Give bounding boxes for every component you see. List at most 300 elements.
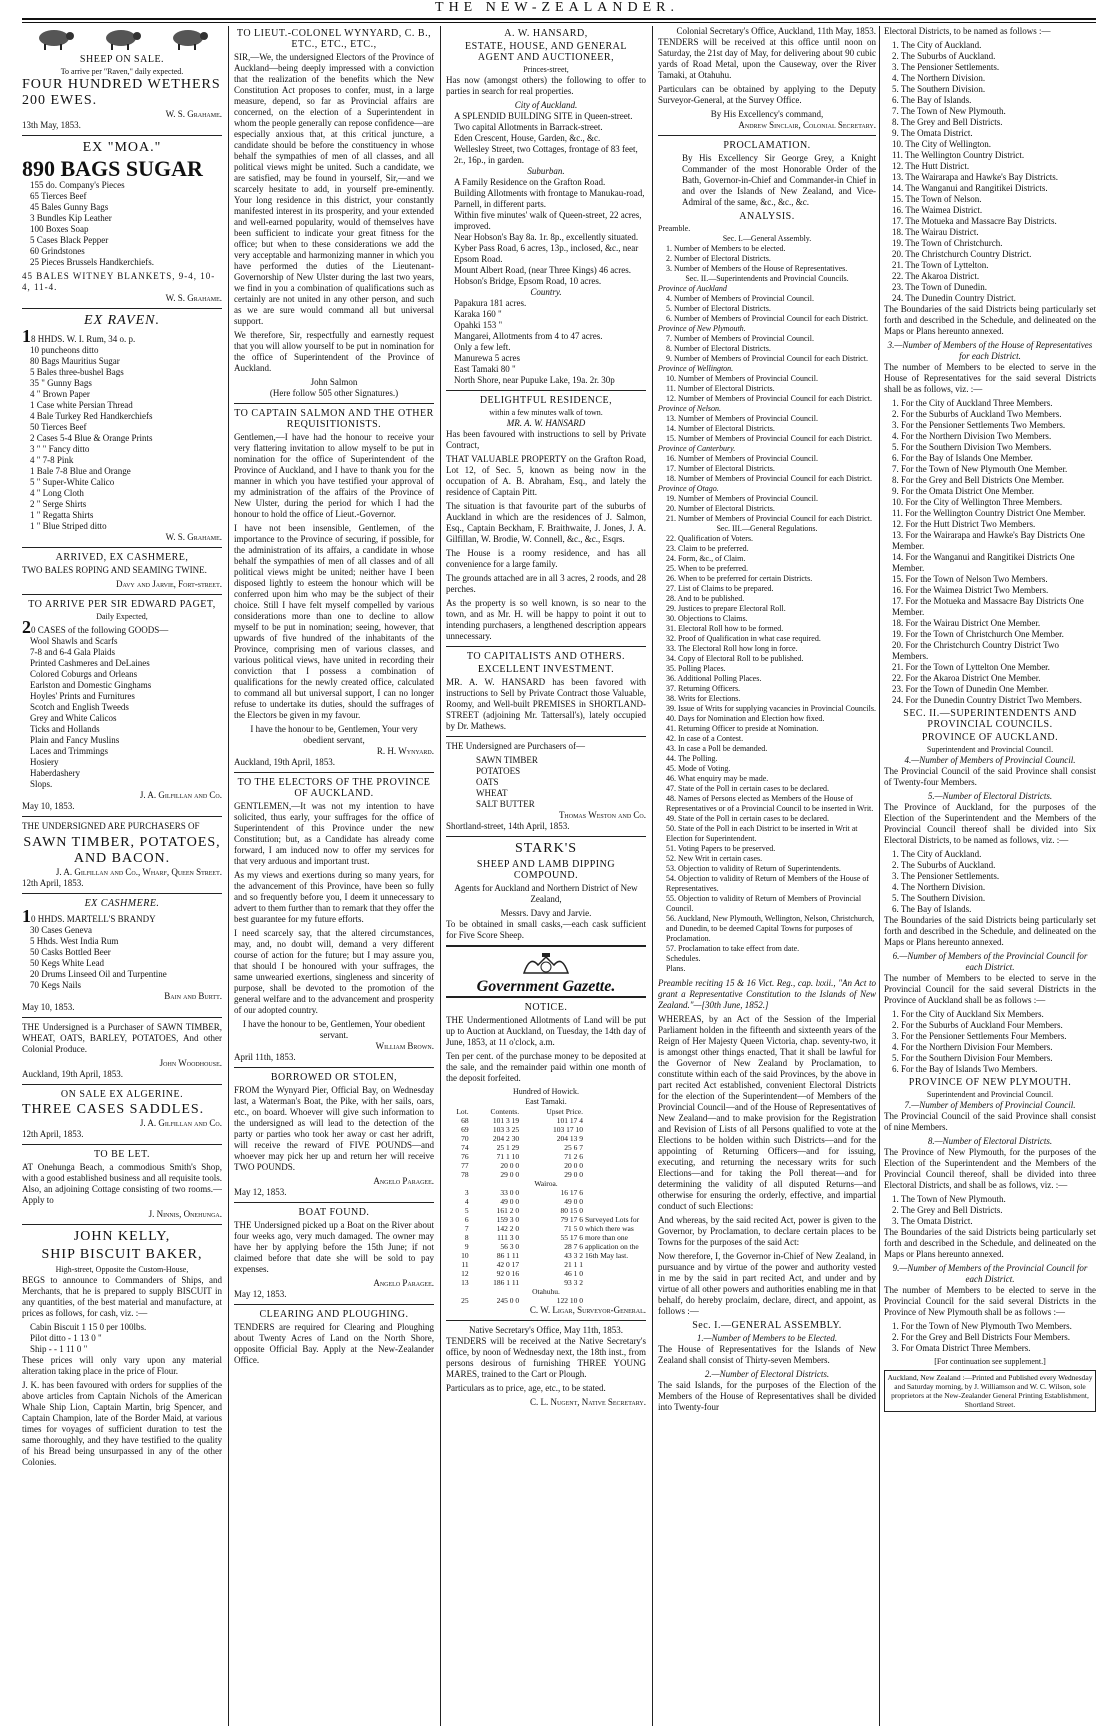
hansard-trade: ESTATE, HOUSE, AND GENERAL AGENT AND AUCTIONEER, <box>465 41 627 63</box>
signature: Angelo Paragee. <box>373 1176 434 1186</box>
list-item: 60 Grindstones <box>30 246 85 256</box>
list-item: Opahki 153 " <box>454 320 503 330</box>
list-item: 22. For the Akaroa District One Member. <box>892 673 1041 683</box>
list-item: 7-8 and 6-4 Gala Plaids <box>30 647 115 657</box>
list-item: Building Allotments with frontage to Manukau-road, Parnell, in different parts. <box>454 188 645 209</box>
date: May 12, 1853. <box>234 1187 287 1197</box>
boundaries-note: The Boundaries of the said Districts being particularly set forth and described in the Schedule, and delineated on the Maps or Plans hereunto annexed. <box>884 915 1096 947</box>
preamble-body: WHEREAS, by an Act of the Session of the Imperial Parliament holden in the fifteenth and sixteenth years of the Reign of Her Majesty Queen Victoria, chap. seventy-two, it is amongst other things enacted, That it shall be lawful for the Governor of New Zealand by Proclamation, to constitute within each of the said Provinces, by the above in part recited Act established, convenient Electoral Districts for the election of the Superintendent—of Members of the Provincial Council—and of the House of Representatives of New Zealand—and to make provision for the Registration and Revision of Lists of all Persons qualified to vote at the Elections to be holden within such Districts—and for the appointing of Returning Officers—and for issuing, executing, and returning the necessary writs for such Elections—and for taking the Poll thereat—and for determining the validity of all disputed Returns—and otherwise for ensuring the orderly, effective, and impartial conduct of such Elections: <box>658 1014 876 1211</box>
clause-body: The number of Members to be elected to serve in the Provincial Council for the said several Districts in the Province of Auckland shall be as follows :— <box>884 973 1096 1005</box>
table-row <box>446 1161 646 1170</box>
date: May 10, 1853. <box>22 1002 75 1012</box>
list-item: Within five minutes' walk of Queen-street, 22 acres, improved. <box>454 210 642 231</box>
table-cell: 46 1 0 <box>564 1269 583 1278</box>
list-item: 20. The Christchurch Country District. <box>892 249 1032 259</box>
list-item: 54. Objection to validity of Return of Members of the House of Representatives. <box>666 874 870 893</box>
clause-heading: 6.—Number of Members of the Provincial Council for each District. <box>892 951 1088 972</box>
signature: C. W. Ligar, Surveyor-General. <box>529 1305 646 1315</box>
salmon-heading: TO CAPTAIN SALMON AND THE OTHER REQUISITIONISTS. <box>234 408 434 430</box>
list-item: 17. The Motueka and Massacre Bay Districts. <box>892 216 1057 226</box>
table-cell: 80 15 0 <box>560 1206 583 1215</box>
list-item: 40. Days for Nomination and Election how fixed. <box>666 714 825 723</box>
signature: R. H. Wynyard. <box>376 746 434 756</box>
clause-heading: 8.—Number of Electoral Districts. <box>927 1136 1053 1146</box>
list-item: 6. For the Bay of Islands Two Members. <box>892 1064 1038 1074</box>
list-item: Mangarei, Allotments from 4 to 47 acres. <box>454 331 603 341</box>
list-item: 11. For the Wellington Country District One Member. <box>892 508 1086 518</box>
borrowed-body: FROM the Wynyard Pier, Official Bay, on Wednesday last, a Waterman's Boat, the Pike, with her sails, oars, etc., on board. Whoever will give such information to the undersigned as will lead to the detection of the party or parties who took her away or cast her adrift, will receive the reward of FIVE POUNDS—and whoever may pick her up and return her will receive TWO POUNDS. <box>234 1085 434 1172</box>
table-cell: 16 17 6 <box>560 1188 583 1197</box>
column-rule <box>440 26 441 1726</box>
to-let-body: AT Onehunga Beach, a commodious Smith's Shop, with a good established business and all requisite tools. Also, an adjoining Cottage consisting of two rooms.—Apply to <box>22 1162 222 1205</box>
borrowed-heading: BORROWED OR STOLEN, <box>270 1072 398 1083</box>
list-item: 3. The Pensioner Settlements. <box>892 871 1000 881</box>
clause-body: The House of Representatives for the Islands of New Zealand shall consist of Thirty-seven Members. <box>658 1344 876 1365</box>
residence-body6: As the property is so well known, is so near to the town, and as Mr. H. will be happy to point it out to intending purchasers, a lengthened description appears unnecessary. <box>446 598 646 641</box>
list-item: Hoyles' Prints and Furnitures <box>30 691 135 701</box>
preamble-heading: Preamble reciting 15 & 16 Vict. Reg., cap. lxxii., "An Act to grant a Representative Constitution to the Islands of New Zealand."—[30th June, 1852.] <box>658 978 876 1010</box>
table-cell: 142 2 0 <box>496 1224 520 1233</box>
table-cell: 68 <box>461 1116 469 1125</box>
list-item: 23. The Town of Dunedin. <box>892 282 988 292</box>
boat-body: THE Undersigned picked up a Boat on the River about four weeks ago, very much damaged. The owner may have her by applying before the 15th June; if not claimed before that date she will be sold to pay expenses. <box>234 1220 434 1274</box>
list-item: 8. The Grey and Bell Districts. <box>892 117 1003 127</box>
date: May 10, 1853. <box>22 801 75 811</box>
list-item: 19. For the Town of Christchurch One Member. <box>892 629 1064 639</box>
members-list <box>884 1321 1096 1354</box>
list-item: 50 Tierces Beef <box>30 422 87 432</box>
date: April 11th, 1853. <box>234 1052 296 1062</box>
signature: J. Ninnis, Onehunga. <box>148 1209 222 1219</box>
list-item: 2. The Suburbs of Auckland. <box>892 51 996 61</box>
list-item: 45 Bales Gunny Bags <box>30 202 109 212</box>
signature: C. L. Nugent, Native Secretary. <box>529 1397 646 1407</box>
list-item: 10. For the City of Wellington Three Members. <box>892 497 1063 507</box>
list-item: 47. State of the Poll in certain cases to be declared. <box>666 784 830 793</box>
residence-body: Has been favoured with instructions to sell by Private Contract, <box>446 429 646 450</box>
list-item: Hosiery <box>30 757 59 767</box>
table-cell: 71 5 0 <box>564 1224 583 1233</box>
hansard-address: Princes-street, <box>523 65 569 74</box>
electors-heading: TO THE ELECTORS OF THE PROVINCE OF AUCKLAND. <box>237 777 431 799</box>
sheep-body: FOUR HUNDRED WETHERS 200 EWES. <box>22 77 221 108</box>
moa-heading: EX "MOA." <box>82 140 162 155</box>
analysis-heading: ANALYSIS. <box>739 211 795 222</box>
list-item: 42. In case of a Contest. <box>666 734 744 743</box>
list-item: 22. The Akaroa District. <box>892 271 980 281</box>
list-item: 56. Auckland, New Plymouth, Wellington, Nelson, Christchurch, and Dunedin, to be deemed Capital Towns for purposes of Proclamation. <box>666 914 875 943</box>
sheep-illustrations <box>22 26 222 52</box>
residence-body3: The situation is that favourite part of the suburbs of Auckland in which are the residences of J. Salmon, Esq., Captain Beckham, F. Braithwaite, J. Jones, J. A. Gilfillan, W. Brodie, W. Connell, &c., &c., Esqrs. <box>446 501 646 544</box>
clause-body: The Provincial Council of the said Province shall consist of nine Members. <box>884 1111 1096 1132</box>
list-item: 43. In case a Poll be demanded. <box>666 744 768 753</box>
list-item: 4. Number of Members of Provincial Council. <box>666 294 814 303</box>
purchaser-body: THE Undersigned is a Purchaser of SAWN TIMBER, WHEAT, OATS, BARLEY, POTATOES, And other Colonial Produce. <box>22 1022 222 1054</box>
kelly-trade: SHIP BISCUIT BAKER, <box>41 1247 203 1262</box>
stark-body2: To be obtained in small casks,—each cask sufficient for Five Score Sheep. <box>446 919 646 940</box>
list-item: 25 Pieces Brussels Handkerchiefs. <box>30 257 154 267</box>
list-item: Slops. <box>30 779 53 789</box>
list-item: 3. For the Pensioner Settlements Two Members. <box>892 420 1066 430</box>
colonial-body2: Particulars can be obtained by applying to the Deputy Surveyor-General, at the Survey Office. <box>658 84 876 105</box>
list-item: OATS <box>476 777 499 787</box>
list-item: 8. For the Grey and Bell Districts One Member. <box>892 475 1064 485</box>
signature: Thomas Weston and Co. <box>558 810 646 820</box>
date: Shortland-street, 14th April, 1853. <box>446 821 570 831</box>
colonial-office: Colonial Secretary's Office, Auckland, 11th May, 1853. <box>676 26 876 36</box>
hundred-heading: Hundred of Howick. <box>513 1087 579 1096</box>
table-cell: 13 <box>461 1278 469 1287</box>
signature: W. S. Grahame. <box>165 293 222 303</box>
list-item: 35. Polling Places. <box>666 664 726 673</box>
wynyard-body: SIR,—We, the undersigned Electors of the Province of Auckland—being deeply impressed with a conviction that the realization of the benefits which the New Constitution Act proposes to confer, must, in a large measure, depend, so far as Provincial affairs are concerned, on the election of a Superintendent in whom the people generally can repose confidence—are especially anxious that, at this critical juncture, a candidate should be before the constituency in whose behalf the sympathies of men of all classes, and all political views might be united. Such a candidate, we are satisfied, may be found in yourself, Sir,—and we scarcely hesitate to add, in yourself pre-eminently. Your long residence in this district, your constantly manifested interest in its prosperity, and your extended and well-earned popularity, would of themselves have been sufficient to indicate your great fitness for the office; but when to these considerations we add the very acceptable and harmonizing manner in which you have performed the duties of the Lieutenant-Governorship of New Ulster during the last two years, we find in you a combination of qualifications such as certainly are not united in any other person, and such as we are sure would command all but universal support. <box>234 52 434 326</box>
list-item: 5. The Southern Division. <box>892 84 986 94</box>
list-item: 17. Number of Electoral Districts. <box>666 464 775 473</box>
province-label: Province of Nelson. <box>658 404 722 413</box>
notice-body2: Ten per cent. of the purchase money to be deposited at the sale, and the remainder paid within one month of the deposit forfeited. <box>446 1051 646 1083</box>
clause-heading: 5.—Number of Electoral Districts. <box>927 791 1053 801</box>
province-subheading: Superintendent and Provincial Council. <box>926 1090 1054 1099</box>
list-item: Mount Albert Road, (near Three Kings) 46 acres. <box>454 265 632 275</box>
list-item: 33. The Electoral Roll how long in force. <box>666 644 798 653</box>
country-heading: Country. <box>530 287 562 297</box>
table-cell: 55 17 6 <box>560 1233 583 1242</box>
list-item: A Family Residence on the Grafton Road. <box>454 177 606 187</box>
masthead-rule <box>22 18 1096 23</box>
raven-lead: 18 HHDS. W. I. Rum, 34 o. p. <box>22 326 136 346</box>
table-cell: 92 0 16 <box>496 1269 520 1278</box>
electors-body3: I need scarcely say, that the altered circumstances, may, and, no doubt will, demand a very different course of action for the future; but I may assure you, that should I be honoured with your suffrages, the same unwearied exertions, singleness and sincerity of purpose, shall be devoted to the promotion of the general welfare and to the advancement and prosperity of our adopted country. <box>234 928 434 1015</box>
list-item: 2. Number of Electoral Districts. <box>666 254 771 263</box>
list-item: Colored Coburgs and Orleans <box>30 669 138 679</box>
list-item: 7. The Town of New Plymouth. <box>892 106 1006 116</box>
list-item: 39. Issue of Writs for supplying vacancies in Provincial Councils. <box>666 704 876 713</box>
preamble-body3: Now therefore, I, the Governor in-Chief of New Zealand, in pursuance and by virtue of the power and authority vested in me by the said in part recited Act, and under and by virtue of all other powers and authorities enabling me in that behalf, do hereby proclaim, declare, direct, and appoint, as follows :— <box>658 1251 876 1316</box>
table-cell: 21 1 1 <box>564 1260 583 1269</box>
table-cell: 111 3 0 <box>497 1233 520 1242</box>
list-item: 36. Additional Polling Places. <box>666 674 762 683</box>
column-3 <box>446 26 646 1726</box>
list-item: 11. The Wellington Country District. <box>892 150 1025 160</box>
districts-list <box>884 40 1096 304</box>
list-item: 4 " 7-8 Pink <box>30 455 74 465</box>
signature: John Salmon <box>310 377 358 387</box>
signature-note: (Here follow 505 other Signatures.) <box>269 388 399 398</box>
list-item: 21. For the Town of Lyttelton One Member. <box>892 662 1050 672</box>
wynyard-heading: TO LIEUT.-COLONEL WYNYARD, C. B., ETC., ETC., ETC., <box>236 28 432 50</box>
list-item: Ship - - 1 11 0 " <box>30 1344 88 1354</box>
paget-heading: TO ARRIVE PER SIR EDWARD PAGET, <box>28 599 216 610</box>
hansard-intro: Has now (amongst others) the following to offer to parties in search for real properties. <box>446 75 646 96</box>
section-heading: Sec. I.—General Assembly. <box>722 234 812 243</box>
list-item: 3. The Omata District. <box>892 1216 973 1226</box>
residence-name: MR. A. W. HANSARD <box>506 418 586 428</box>
list-item: 15. For the Town of Nelson Two Members. <box>892 574 1048 584</box>
list-item: 11. Number of Electoral Districts. <box>666 384 775 393</box>
analysis-list <box>658 374 876 404</box>
east-tamaki-heading: East Tamaki. <box>525 1097 567 1106</box>
imprint: Auckland, New Zealand :—Printed and Published every Wednesday and Saturday morning, by J. Williamson and W. C. Wilson, sole proprietors at the New-Zealander General Printing Establishment, Shortland Street. <box>884 1370 1096 1412</box>
raven-list <box>22 345 222 532</box>
table-cell: 49 0 0 <box>564 1197 583 1206</box>
list-item: Plain and Fancy Muslins <box>30 735 120 745</box>
list-item: 8. Number of Electoral Districts. <box>666 344 771 353</box>
table-cell: 9 <box>464 1242 469 1251</box>
table-row <box>446 1125 646 1134</box>
table-cell: 7 <box>464 1224 469 1233</box>
list-item: 5 Cases Black Pepper <box>30 235 109 245</box>
list-item: 45. Mode of Voting. <box>666 764 731 773</box>
list-item: 2 Cases 5-4 Blue & Orange Prints <box>30 433 153 443</box>
province-heading: PROVINCE OF NEW PLYMOUTH. <box>908 1077 1072 1088</box>
list-item: Kyber Pass Road, 6 acres, 13p., inclosed, &c., near Epsom Road. <box>454 243 639 264</box>
column-5 <box>884 26 1096 1726</box>
table-cell: 69 <box>461 1125 469 1134</box>
table-cell: 33 0 0 <box>500 1188 520 1197</box>
list-item: 21. Number of Members of Provincial Council for each District. <box>666 514 872 523</box>
suburban-list <box>446 177 646 287</box>
list-item: 24. For the Dunedin Country District Two Members. <box>892 695 1082 705</box>
list-item: 20. For the Christchurch Country District Two Members. <box>892 640 1059 661</box>
table-cell: 71 1 10 <box>496 1152 520 1161</box>
list-item: Ticks and Hollands <box>30 724 100 734</box>
colonial-body: TENDERS will be received at this office until noon on Saturday, the 21st day of May, for delivering about 90 cubic yards of Road Metal, upon the Causeway, over the River Tamaki, at Otahuhu. <box>658 37 876 80</box>
table-cell: 161 2 0 <box>496 1206 520 1215</box>
moa-blankets: 45 BALES WITNEY BLANKETS, 9-4, 10-4, 11-4. <box>22 271 216 292</box>
clause-heading: 4.—Number of Members of Provincial Council. <box>904 755 1076 765</box>
table-row <box>446 1296 646 1305</box>
list-item: 2 " Serge Shirts <box>30 499 87 509</box>
clause-heading: 7.—Number of Members of Provincial Council. <box>904 1100 1076 1110</box>
list-item: 1. For the Town of New Plymouth Two Members. <box>892 1321 1072 1331</box>
column-rule <box>228 26 229 1726</box>
electors-body: GENTLEMEN,—It was not my intention to have solicited, thus early, your suffrages for the office of Superintendent of this Province under the new Constitution; but, as a Candidate has already come forward, I am induced now to offer my services for that very arduous and important trust. <box>234 801 434 866</box>
table-cell: 76 <box>461 1152 469 1161</box>
analysis-list <box>658 414 876 444</box>
list-item: 4. For the Northern Division Four Members. <box>892 1042 1053 1052</box>
signature: W. S. Grahame. <box>165 532 222 542</box>
table-row <box>446 1143 646 1152</box>
districts-intro: Electoral Districts, to be named as follows :— <box>884 26 1051 36</box>
stark-subheading: SHEEP AND LAMB DIPPING COMPOUND. <box>476 859 616 881</box>
list-item: 4 Bale Turkey Red Handkerchiefs <box>30 411 153 421</box>
list-item: 2. The Suburbs of Auckland. <box>892 860 996 870</box>
salmon-body2: I have not been insensible, Gentlemen, of the importance to the Province of securing, if possible, for the administration of its affairs, a candidate in whose behalf the sympathies of men of all classes and of all political views might be united; neither have I been disposed lightly to esteem the honour which will be conferred upon him who may be the subject of their choice. Still I have felt myself compelled by various considerations more than one to decline to allow myself to be put in nomination; seeing, however, that upwards of five hundred of the inhabitants of the Province, comprising men of various classes, and various political views, have united in recording their conviction that I possess a combination of qualifications for the newly created office, calculated to command all but universal support, I can no longer refuse to undertake its duties, should the suffrages of the Electors be given in my favour. <box>234 523 434 720</box>
list-item: 37. Returning Officers. <box>666 684 741 693</box>
signature: Angelo Paragee. <box>373 1278 434 1288</box>
algerine-heading: ON SALE EX ALGERINE. <box>60 1089 184 1100</box>
list-item: Near Hobson's Bay 8a. 1r. 8p., excellently situated. <box>454 232 639 242</box>
clause-heading: 3.—Number of Members of the House of Representatives for each District. <box>887 340 1093 361</box>
weston-list <box>446 755 646 810</box>
list-item: 1. For the City of Auckland Three Members. <box>892 398 1053 408</box>
list-item: Cabin Biscuit 1 15 0 per 100lbs. <box>30 1322 147 1332</box>
residence-heading: DELIGHTFUL RESIDENCE, <box>479 395 613 406</box>
table-cell: 101 3 19 <box>492 1116 520 1125</box>
clause-heading: 1.—Number of Members to be Elected. <box>696 1333 838 1343</box>
brandy-list <box>22 925 222 991</box>
list-item: 4 " Long Cloth <box>30 488 84 498</box>
list-item: 1. The Town of New Plymouth. <box>892 1194 1006 1204</box>
wairoa-heading: Wairoa. <box>534 1179 558 1188</box>
list-item: 1 Case white Persian Thread <box>30 400 133 410</box>
list-item: 6. The Bay of Islands. <box>892 95 972 105</box>
signature: W. S. Grahame. <box>165 109 222 119</box>
table-cell: 74 <box>461 1143 469 1152</box>
table-cell: 122 10 0 <box>556 1296 583 1305</box>
continuation-note: [For continuation see supplement.] <box>934 1357 1046 1366</box>
list-item: 5. The Southern Division. <box>892 893 986 903</box>
list-item: 2. For the Suburbs of Auckland Four Members. <box>892 1020 1063 1030</box>
table-cell: 101 17 4 <box>556 1116 583 1125</box>
signature: J. A. Gilfillan and Co., Wharf, Queen Street. <box>55 867 222 877</box>
sheep-subheading: To arrive per "Raven," daily expected. <box>60 67 184 76</box>
districts-list <box>884 849 1096 915</box>
signature: Andrew Sinclair, Colonial Secretary. <box>738 120 876 130</box>
general-assembly-heading: Sec. I.—GENERAL ASSEMBLY. <box>692 1320 842 1331</box>
table-cell: 20 0 0 <box>500 1161 520 1170</box>
province-label: Province of Otago. <box>658 484 719 493</box>
table-header <box>446 1107 646 1116</box>
electors-close: I have the honour to be, Gentlemen, Your obedient servant. <box>242 1019 426 1040</box>
list-item: East Tamaki 80 " <box>454 364 516 374</box>
list-item: Manurewa 5 acres <box>454 353 520 363</box>
signature: Davy and Jarvie, Fort-street. <box>116 579 222 589</box>
clause-body: The said Islands, for the purposes of the Election of the Members of the House of Representatives shall be divided into Twenty-four <box>658 1380 876 1412</box>
list-item: 18. Number of Members of Provincial Council for each District. <box>666 474 872 483</box>
list-item: 18. The Wairau District. <box>892 227 979 237</box>
list-item: 20 Drums Linseed Oil and Turpentine <box>30 969 167 979</box>
analysis-list <box>658 244 876 274</box>
date: May 12, 1853. <box>234 1289 287 1299</box>
list-item: 57. Proclamation to take effect from date. <box>666 944 800 953</box>
list-item: 31. Electoral Roll how to be formed. <box>666 624 784 633</box>
list-item: 3. Number of Members of the House of Representatives. <box>666 264 848 273</box>
column-header: Lot. <box>456 1107 469 1116</box>
list-item: 5 Bales three-bushel Bags <box>30 367 124 377</box>
list-item: 65 Tierces Beef <box>30 191 87 201</box>
city-heading: City of Auckland. <box>514 100 578 110</box>
salmon-body: Gentlemen,—I have had the honour to receive your very flattering invitation to allow myself to be put in nomination for the office of Superintendent of the Province of Auckland, and I have to thank you for the manner in which you have testified your approval of my administration of the affairs of the Province of New Ulster, during the period for which I had the honour to hold the office of Lieut.-Governor. <box>234 432 434 519</box>
list-item: 9. Number of Members of Provincial Council for each District. <box>666 354 868 363</box>
stark-body: Agents for Auckland and Northern District of New Zealand, <box>454 883 638 904</box>
list-item: 44. The Polling. <box>666 754 718 763</box>
column-4 <box>658 26 876 1726</box>
table-cell: 42 0 17 <box>496 1260 520 1269</box>
list-item: 20. Number of Electoral Districts. <box>666 504 775 513</box>
list-item: 24. The Dunedin Country District. <box>892 293 1016 303</box>
wynyard-body2: We therefore, Sir, respectfully and earnestly request that you will allow yourself to be put in nomination for the office of Superintendent of the Province of Auckland. <box>234 330 434 373</box>
list-item: 30 Cases Geneva <box>30 925 92 935</box>
province-label: Province of Canterbury. <box>658 444 736 453</box>
stark-heading: STARK'S <box>514 841 578 856</box>
list-item: Earlston and Domestic Ginghams <box>30 680 152 690</box>
kelly-address: High-street, Opposite the Custom-House, <box>55 1265 189 1274</box>
list-item: 10. Number of Members of Provincial Council. <box>666 374 818 383</box>
signature: William Brown. <box>375 1041 434 1051</box>
list-item: 52. New Writ in certain cases. <box>666 854 763 863</box>
table-row <box>446 1170 646 1179</box>
list-item: Only a few left. <box>454 342 511 352</box>
list-item: 3. For the Pensioner Settlements Four Members. <box>892 1031 1067 1041</box>
districts-list <box>884 1194 1096 1227</box>
algerine-body: THREE CASES SADDLES. <box>22 1102 205 1117</box>
column-header: Contents. <box>490 1107 520 1116</box>
list-item: 6. Number of Members of Provincial Council for each District. <box>666 314 868 323</box>
proclamation-body: By His Excellency Sir George Grey, a Knight Commander of the most Honorable Order of the Bath, Governor-in-Chief and Commander-in Chief in and over the Islands of New Zealand, and Vice-Admiral of the same, &c., &c., &c. <box>682 153 876 207</box>
signature: J. A. Gilfillan and Co. <box>139 790 222 800</box>
list-item: 50. State of the Poll in each District to be inserted in Writ at Election for Superintendent. <box>666 824 858 843</box>
list-item: 21. The Town of Lyttelton. <box>892 260 989 270</box>
table-cell: 159 3 0 <box>496 1215 520 1224</box>
list-item: 70 Kegs Nails <box>30 980 81 990</box>
table-row <box>446 1188 646 1197</box>
table-cell: 86 1 11 <box>496 1251 520 1260</box>
table-cell: 204 13 9 <box>556 1134 583 1143</box>
signature: Bain and Burtt. <box>164 991 222 1001</box>
list-item: Wellesley Street, two Cottages, frontage of 83 feet, 2r., 16p., in garden. <box>454 144 638 165</box>
raven-heading: EX RAVEN. <box>84 313 160 328</box>
clause-heading: 2.—Number of Electoral Districts. <box>704 1369 830 1379</box>
brandy-heading: EX CASHMERE. <box>84 898 160 909</box>
column-rule <box>652 26 653 1726</box>
table-cell: 11 <box>461 1260 469 1269</box>
date: Auckland, 19th April, 1853. <box>22 1069 123 1079</box>
list-item: SAWN TIMBER <box>476 755 538 765</box>
table-row <box>446 1116 646 1125</box>
list-item: 28. And to be published. <box>666 594 745 603</box>
clause-heading: 9.—Number of Members of the Provincial Council for each District. <box>892 1263 1088 1284</box>
table-cell: 103 3 25 <box>492 1125 520 1134</box>
table-cell: 25 1 29 <box>496 1143 520 1152</box>
list-item: 1 Bale 7-8 Blue and Orange <box>30 466 131 476</box>
table-cell: 12 <box>461 1269 469 1278</box>
timber-body: THE UNDERSIGNED ARE PURCHASERS OF <box>22 821 200 831</box>
moa-list <box>22 180 222 268</box>
table-cell: 77 <box>461 1161 469 1170</box>
hansard-name: A. W. HANSARD, <box>504 28 588 39</box>
list-item: 24. Form, &c., of Claim. <box>666 554 746 563</box>
kelly-note: These prices will only vary upon any material alteration taking place in the price of Flour. <box>22 1355 222 1376</box>
list-item: 12. For the Hutt District Two Members. <box>892 519 1036 529</box>
list-item: 13. The Wairarapa and Hawke's Bay Districts. <box>892 172 1059 182</box>
list-item: 16. For the Waimea District Two Members. <box>892 585 1049 595</box>
list-item: 7. For the Town of New Plymouth One Member. <box>892 464 1068 474</box>
list-item: 80 Bags Mauritius Sugar <box>30 356 120 366</box>
list-item: 46. What enquiry may be made. <box>666 774 769 783</box>
residence-body2: THAT VALUABLE PROPERTY on the Grafton Road, Lot 12, of Sec. 5, known as being now in the occupation of A. B. Abraham, Esq., and lately the residence of Captain Pitt. <box>446 454 646 497</box>
list-item: 27. List of Claims to be prepared. <box>666 584 774 593</box>
table-cell: 103 17 10 <box>553 1125 583 1134</box>
list-item: 10. The City of Wellington. <box>892 139 991 149</box>
list-item: 3. The Pensioner Settlements. <box>892 62 1000 72</box>
list-item: 15. Number of Members of Provincial Council for each District. <box>666 434 872 443</box>
list-item: 14. For the Wanganui and Rangitikei Districts One Member. <box>892 552 1075 573</box>
list-item: 13. For the Wairarapa and Hawke's Bay Districts One Member. <box>892 530 1085 551</box>
table-cell: 29 0 0 <box>564 1170 583 1179</box>
stark-agents: Messrs. Davy and Jarvie. <box>500 908 592 918</box>
list-item: 32. Proof of Qualification in what case required. <box>666 634 821 643</box>
list-item: 1. The City of Auckland. <box>892 40 982 50</box>
list-item: 1 " Blue Striped ditto <box>30 521 107 531</box>
date: 12th April, 1853. <box>22 1129 84 1139</box>
list-item: 3 " " Fancy ditto <box>30 444 90 454</box>
list-item: Grey and White Calicos <box>30 713 117 723</box>
clause-body: The Province of Auckland, for the purposes of the Election of the Superintendent and the Members of the Provincial Council thereof shall be divided into Six Electoral Districts, to be named as follows, viz. :— <box>884 802 1096 845</box>
table-cell: 10 <box>461 1251 469 1260</box>
residence-body5: The grounds attached are in all 3 acres, 2 roods, and 28 perches. <box>446 573 646 594</box>
section-heading: Sec. III.—General Regulations. <box>716 524 818 533</box>
